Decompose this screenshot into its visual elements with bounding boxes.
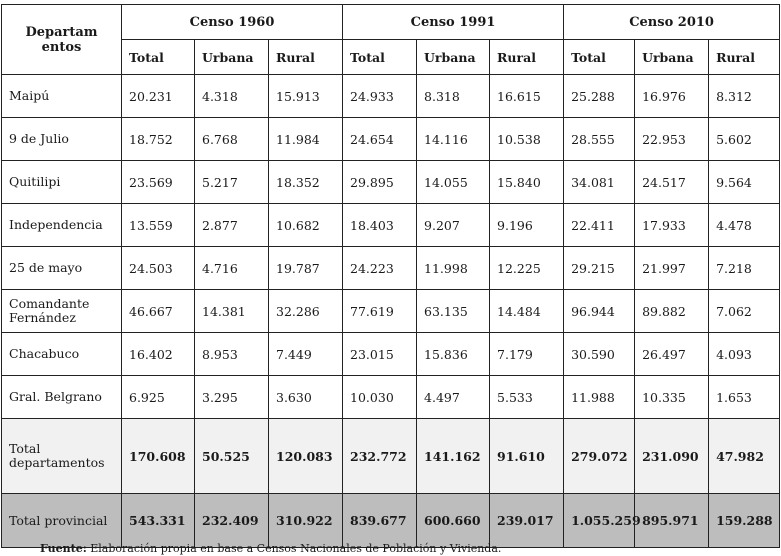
value-cell: 4.093 bbox=[709, 333, 780, 376]
value-cell: 28.555 bbox=[564, 118, 635, 161]
value-cell: 1.055.259 bbox=[564, 494, 635, 548]
value-cell: 232.409 bbox=[195, 494, 269, 548]
value-cell: 50.525 bbox=[195, 419, 269, 494]
value-cell: 1.653 bbox=[709, 376, 780, 419]
value-cell: 15.840 bbox=[490, 161, 564, 204]
departments-header: Departam entos bbox=[2, 5, 122, 75]
value-cell: 170.608 bbox=[122, 419, 195, 494]
department-name-cell: Total departamentos bbox=[2, 419, 122, 494]
table-row bbox=[2, 204, 780, 247]
value-cell: 16.615 bbox=[490, 75, 564, 118]
value-cell: 18.352 bbox=[269, 161, 343, 204]
value-cell: 96.944 bbox=[564, 290, 635, 333]
value-cell: 26.497 bbox=[635, 333, 709, 376]
value-cell: 239.017 bbox=[490, 494, 564, 548]
value-cell: 24.223 bbox=[343, 247, 417, 290]
value-cell: 30.590 bbox=[564, 333, 635, 376]
value-cell: 46.667 bbox=[122, 290, 195, 333]
table-row bbox=[2, 333, 780, 376]
value-cell: 10.335 bbox=[635, 376, 709, 419]
subheader-rural-2010: Rural bbox=[709, 40, 780, 75]
value-cell: 9.207 bbox=[417, 204, 490, 247]
value-cell: 14.381 bbox=[195, 290, 269, 333]
table-row bbox=[2, 75, 780, 118]
value-cell: 310.922 bbox=[269, 494, 343, 548]
census-table bbox=[1, 4, 780, 548]
department-name-cell: Gral. Belgrano bbox=[2, 376, 122, 419]
value-cell: 22.953 bbox=[635, 118, 709, 161]
census-2010-header: Censo 2010 bbox=[564, 5, 780, 40]
value-cell: 17.933 bbox=[635, 204, 709, 247]
value-cell: 20.231 bbox=[122, 75, 195, 118]
value-cell: 18.403 bbox=[343, 204, 417, 247]
value-cell: 4.716 bbox=[195, 247, 269, 290]
value-cell: 895.971 bbox=[635, 494, 709, 548]
value-cell: 89.882 bbox=[635, 290, 709, 333]
table-row bbox=[2, 118, 780, 161]
subheader-total-2010: Total bbox=[564, 40, 635, 75]
subheader-urbana-1991: Urbana bbox=[417, 40, 490, 75]
value-cell: 24.503 bbox=[122, 247, 195, 290]
subheader-urbana-1960: Urbana bbox=[195, 40, 269, 75]
value-cell: 77.619 bbox=[343, 290, 417, 333]
subheader-urbana-2010: Urbana bbox=[635, 40, 709, 75]
source-note bbox=[40, 542, 501, 555]
value-cell: 7.218 bbox=[709, 247, 780, 290]
value-cell: 159.288 bbox=[709, 494, 780, 548]
department-name-cell: Quitilipi bbox=[2, 161, 122, 204]
value-cell: 120.083 bbox=[269, 419, 343, 494]
subheader-rural-1991: Rural bbox=[490, 40, 564, 75]
source-text: Elaboración propia en base a Censos Nacionales de Población y Vivienda. bbox=[90, 542, 502, 555]
value-cell: 15.836 bbox=[417, 333, 490, 376]
department-name-cell: Maipú bbox=[2, 75, 122, 118]
value-cell: 12.225 bbox=[490, 247, 564, 290]
value-cell: 839.677 bbox=[343, 494, 417, 548]
table-body bbox=[2, 75, 780, 548]
table-row bbox=[2, 161, 780, 204]
value-cell: 24.933 bbox=[343, 75, 417, 118]
department-name-cell: Independencia bbox=[2, 204, 122, 247]
table-row bbox=[2, 376, 780, 419]
value-cell: 8.318 bbox=[417, 75, 490, 118]
subheader-total-1991: Total bbox=[343, 40, 417, 75]
subheader-rural-1960: Rural bbox=[269, 40, 343, 75]
value-cell: 141.162 bbox=[417, 419, 490, 494]
value-cell: 3.630 bbox=[269, 376, 343, 419]
source-label: Fuente: bbox=[40, 542, 87, 555]
value-cell: 7.179 bbox=[490, 333, 564, 376]
value-cell: 29.215 bbox=[564, 247, 635, 290]
value-cell: 4.497 bbox=[417, 376, 490, 419]
value-cell: 14.116 bbox=[417, 118, 490, 161]
value-cell: 19.787 bbox=[269, 247, 343, 290]
value-cell: 10.538 bbox=[490, 118, 564, 161]
department-name-cell: 9 de Julio bbox=[2, 118, 122, 161]
value-cell: 6.925 bbox=[122, 376, 195, 419]
value-cell: 7.449 bbox=[269, 333, 343, 376]
value-cell: 14.055 bbox=[417, 161, 490, 204]
department-name-cell: Total provincial bbox=[2, 494, 122, 548]
value-cell: 600.660 bbox=[417, 494, 490, 548]
value-cell: 14.484 bbox=[490, 290, 564, 333]
department-name-cell: 25 de mayo bbox=[2, 247, 122, 290]
total-departments-row bbox=[2, 419, 780, 494]
value-cell: 7.062 bbox=[709, 290, 780, 333]
value-cell: 232.772 bbox=[343, 419, 417, 494]
value-cell: 34.081 bbox=[564, 161, 635, 204]
value-cell: 16.976 bbox=[635, 75, 709, 118]
value-cell: 16.402 bbox=[122, 333, 195, 376]
value-cell: 279.072 bbox=[564, 419, 635, 494]
value-cell: 11.998 bbox=[417, 247, 490, 290]
value-cell: 10.682 bbox=[269, 204, 343, 247]
value-cell: 23.569 bbox=[122, 161, 195, 204]
value-cell: 8.953 bbox=[195, 333, 269, 376]
value-cell: 9.564 bbox=[709, 161, 780, 204]
value-cell: 11.984 bbox=[269, 118, 343, 161]
value-cell: 10.030 bbox=[343, 376, 417, 419]
value-cell: 6.768 bbox=[195, 118, 269, 161]
department-name-cell: Comandante Fernández bbox=[2, 290, 122, 333]
table-row bbox=[2, 290, 780, 333]
value-cell: 24.654 bbox=[343, 118, 417, 161]
value-cell: 29.895 bbox=[343, 161, 417, 204]
census-1991-header: Censo 1991 bbox=[343, 5, 564, 40]
value-cell: 9.196 bbox=[490, 204, 564, 247]
subheader-total-1960: Total bbox=[122, 40, 195, 75]
value-cell: 4.318 bbox=[195, 75, 269, 118]
value-cell: 32.286 bbox=[269, 290, 343, 333]
value-cell: 13.559 bbox=[122, 204, 195, 247]
value-cell: 5.533 bbox=[490, 376, 564, 419]
value-cell: 15.913 bbox=[269, 75, 343, 118]
census-1960-header: Censo 1960 bbox=[122, 5, 343, 40]
department-name-cell: Chacabuco bbox=[2, 333, 122, 376]
value-cell: 23.015 bbox=[343, 333, 417, 376]
total-provincial-row bbox=[2, 494, 780, 548]
value-cell: 231.090 bbox=[635, 419, 709, 494]
census-header-row bbox=[2, 5, 780, 40]
value-cell: 91.610 bbox=[490, 419, 564, 494]
value-cell: 18.752 bbox=[122, 118, 195, 161]
value-cell: 2.877 bbox=[195, 204, 269, 247]
value-cell: 63.135 bbox=[417, 290, 490, 333]
value-cell: 5.217 bbox=[195, 161, 269, 204]
value-cell: 3.295 bbox=[195, 376, 269, 419]
value-cell: 5.602 bbox=[709, 118, 780, 161]
value-cell: 543.331 bbox=[122, 494, 195, 548]
value-cell: 11.988 bbox=[564, 376, 635, 419]
value-cell: 47.982 bbox=[709, 419, 780, 494]
value-cell: 8.312 bbox=[709, 75, 780, 118]
table-row bbox=[2, 247, 780, 290]
value-cell: 24.517 bbox=[635, 161, 709, 204]
value-cell: 21.997 bbox=[635, 247, 709, 290]
value-cell: 4.478 bbox=[709, 204, 780, 247]
value-cell: 22.411 bbox=[564, 204, 635, 247]
value-cell: 25.288 bbox=[564, 75, 635, 118]
